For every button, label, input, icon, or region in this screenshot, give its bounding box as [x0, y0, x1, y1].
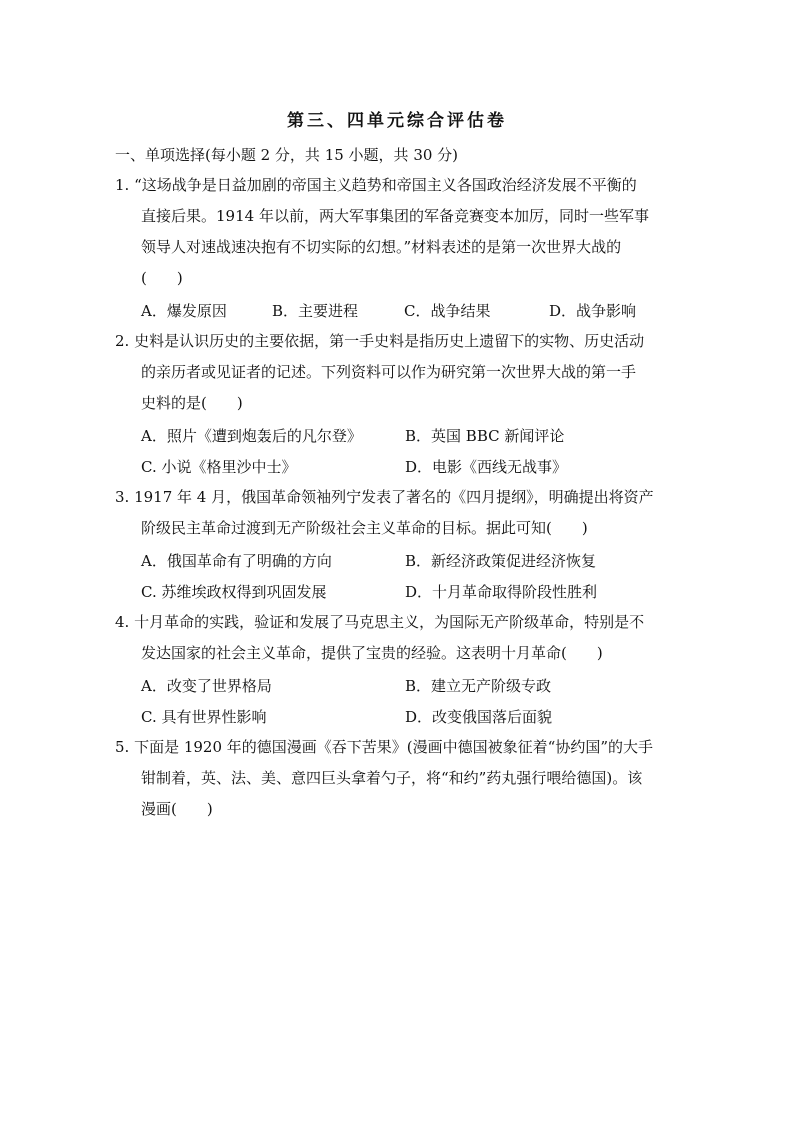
- question-4-line-1: 4. 十月革命的实践，验证和发展了马克思主义，为国际无产阶级革命，特别是不: [115, 613, 645, 631]
- question-4-option-c[interactable]: C. 具有世界性影响: [141, 708, 267, 726]
- question-2-option-d[interactable]: D．电影《西线无战事》: [405, 458, 568, 476]
- question-2-options-row-2: [141, 456, 681, 478]
- question-1: [115, 170, 680, 294]
- question-3-line-1: 3. 1917 年 4 月，俄国革命领袖列宁发表了著名的《四月提纲》，明确提出将资产: [115, 488, 654, 506]
- question-4-options-row-2: [141, 706, 681, 728]
- question-5: [115, 732, 680, 825]
- question-1-line-2: 直接后果。1914 年以前，两大军事集团的军备竞赛变本加厉，同时一些军事: [141, 207, 649, 225]
- question-2-option-c[interactable]: C. 小说《格里沙中士》: [141, 458, 297, 476]
- question-1-option-b[interactable]: B．主要进程: [272, 302, 359, 320]
- question-2-options-row-1: [141, 425, 681, 447]
- question-4-option-a[interactable]: A．改变了世界格局: [141, 677, 272, 695]
- question-3-options-row-1: [141, 550, 681, 572]
- question-5-line-1: 5. 下面是 1920 年的德国漫画《吞下苦果》(漫画中德国被象征着“协约国”的大手: [115, 738, 653, 756]
- question-2-line-2: 的亲历者或见证者的记述。下列资料可以作为研究第一次世界大战的第一手: [141, 363, 637, 381]
- question-1-line-3: 领导人对速战速决抱有不切实际的幻想。”材料表述的是第一次世界大战的: [141, 238, 622, 256]
- page-title: 第三、四单元综合评估卷: [287, 111, 507, 131]
- question-4-line-2: 发达国家的社会主义革命，提供了宝贵的经验。这表明十月革命( ): [141, 644, 603, 662]
- section-heading: 一、单项选择(每小题 2 分，共 15 小题，共 30 分): [115, 146, 459, 164]
- question-4-option-b[interactable]: B．建立无产阶级专政: [405, 677, 552, 695]
- question-2-line-1: 2. 史料是认识历史的主要依据，第一手史料是指历史上遗留下的实物、历史活动: [115, 332, 645, 350]
- question-1-option-a[interactable]: A．爆发原因: [141, 302, 227, 320]
- question-3: [115, 482, 680, 544]
- question-3-option-b[interactable]: B．新经济政策促进经济恢复: [405, 552, 597, 570]
- question-3-line-2: 阶级民主革命过渡到无产阶级社会主义革命的目标。据此可知( ): [141, 519, 588, 537]
- question-2-option-b[interactable]: B．英国 BBC 新闻评论: [405, 427, 565, 445]
- question-3-option-d[interactable]: D．十月革命取得阶段性胜利: [405, 583, 598, 601]
- question-5-line-3: 漫画( ): [141, 800, 213, 818]
- question-3-options-row-2: [141, 581, 681, 603]
- question-5-line-2: 钳制着，英、法、美、意四巨头拿着勺子，将“和约”药丸强行喂给德国)。该: [141, 769, 643, 787]
- question-2: [115, 326, 680, 419]
- question-2-option-a[interactable]: A．照片《遭到炮轰后的凡尔登》: [141, 427, 362, 445]
- question-3-option-a[interactable]: A．俄国革命有了明确的方向: [141, 552, 332, 570]
- question-1-option-c[interactable]: C．战争结果: [404, 302, 491, 320]
- question-1-option-d[interactable]: D．战争影响: [549, 302, 637, 320]
- question-4: [115, 607, 680, 669]
- question-3-option-c[interactable]: C. 苏维埃政权得到巩固发展: [141, 583, 327, 601]
- question-2-line-3: 史料的是( ): [141, 394, 243, 412]
- question-1-line-1: 1. “这场战争是日益加剧的帝国主义趋势和帝国主义各国政治经济发展不平衡的: [115, 176, 637, 194]
- question-4-option-d[interactable]: D．改变俄国落后面貌: [405, 708, 553, 726]
- question-1-options: [141, 300, 681, 322]
- question-4-options-row-1: [141, 675, 681, 697]
- question-1-line-4: ( ): [141, 269, 183, 287]
